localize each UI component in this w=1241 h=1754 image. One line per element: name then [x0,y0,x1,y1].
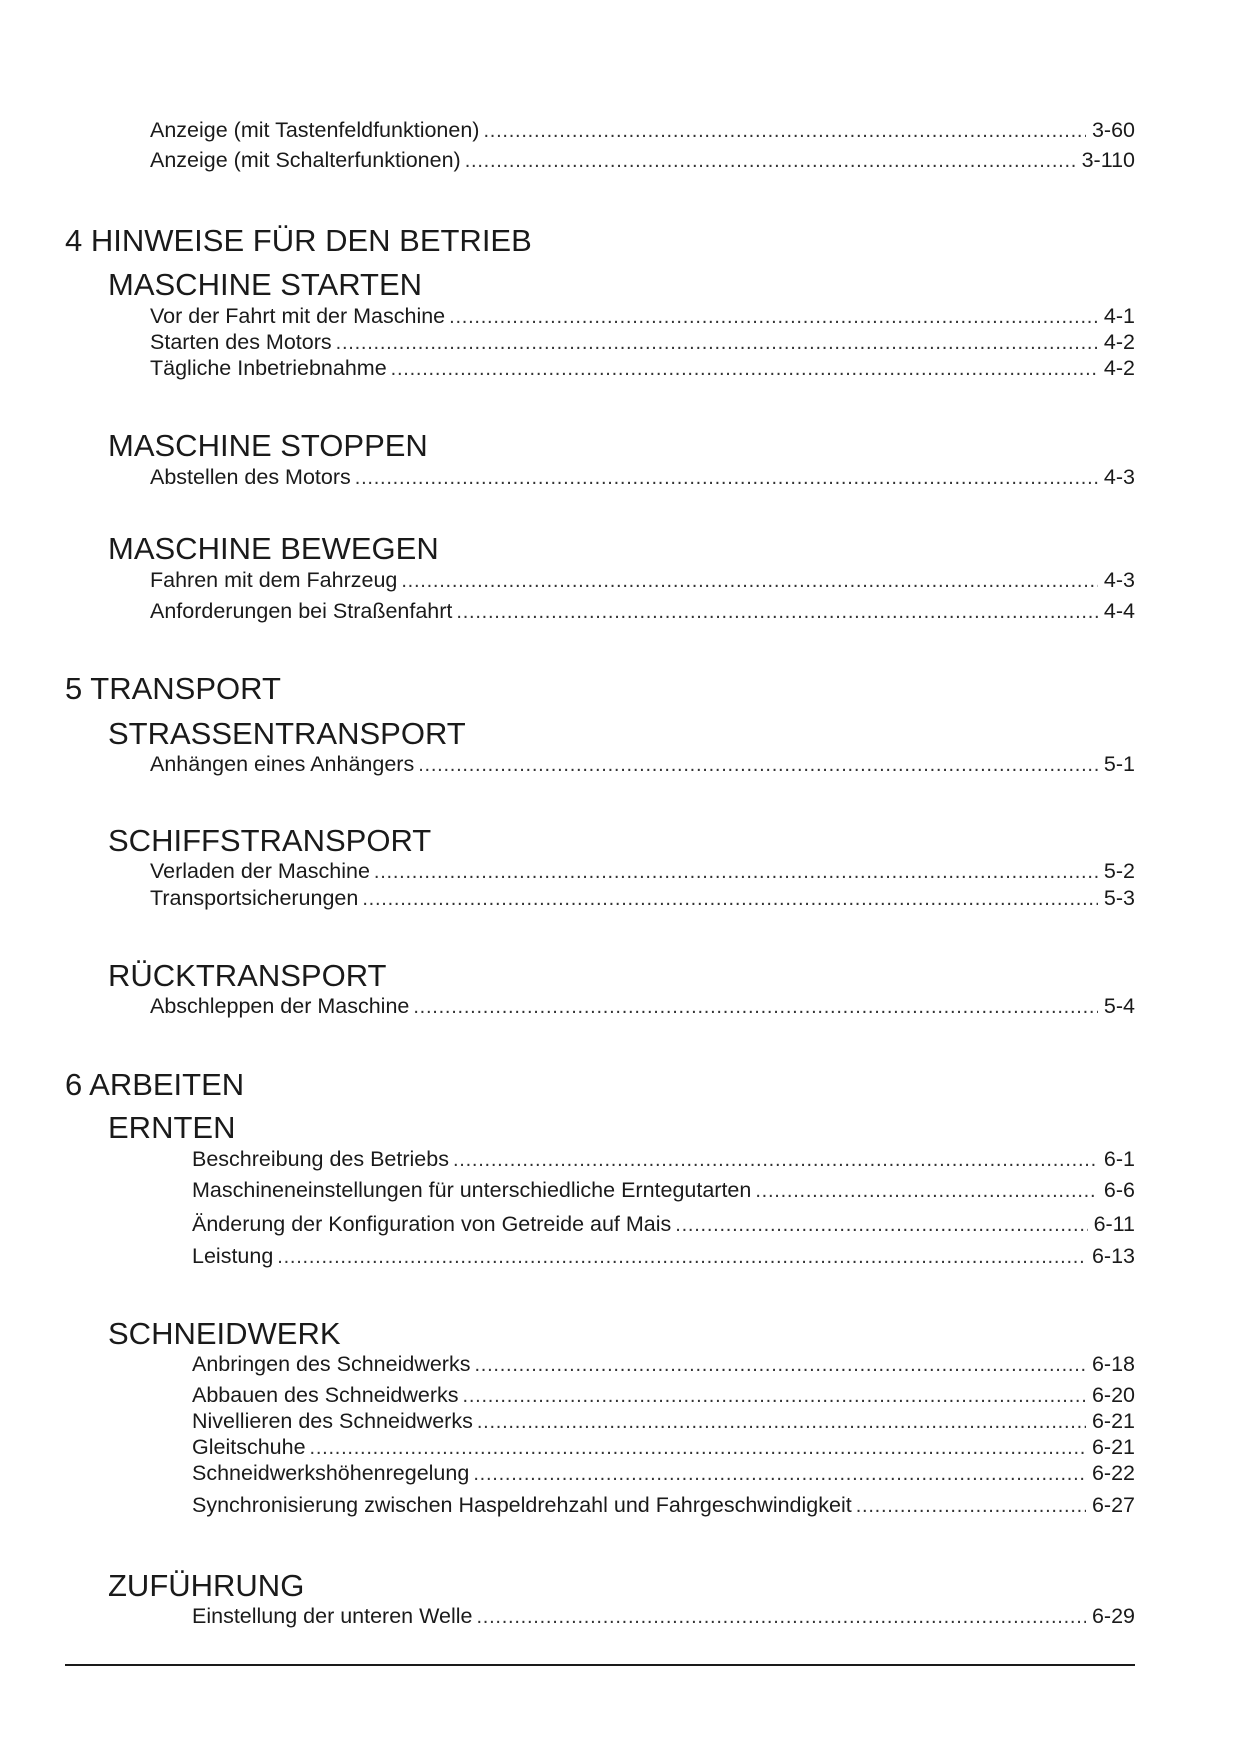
toc-entry-label: Beschreibung des Betriebs [192,1147,449,1171]
toc-entry-page: 4-3 [1103,465,1135,489]
toc-entry-page: 6-21 [1091,1409,1135,1433]
toc-entry-page: 4-2 [1103,356,1135,380]
dot-leader [453,1146,1098,1173]
dot-leader [755,1177,1098,1204]
toc-entry-label: Abstellen des Motors [150,465,351,489]
toc-entry-page: 6-27 [1091,1493,1135,1517]
toc-entry[interactable] [192,1459,1135,1487]
toc-entry[interactable] [192,1350,1135,1378]
toc-entry[interactable] [150,566,1135,594]
toc-entry-page: 5-1 [1103,752,1135,776]
section-title[interactable]: MASCHINE STOPPEN [108,428,428,463]
footer-rule [65,1664,1135,1666]
section-title[interactable]: ZUFÜHRUNG [108,1568,305,1603]
dot-leader [463,1382,1086,1409]
toc-entry[interactable] [150,750,1135,778]
section-title[interactable]: MASCHINE STARTEN [108,267,423,302]
chapter-title[interactable]: 4 HINWEISE FÜR DEN BETRIEB [65,223,532,258]
dot-leader [476,1603,1085,1630]
toc-entry-page: 6-20 [1091,1383,1135,1407]
chapter-title[interactable]: 5 TRANSPORT [65,671,281,706]
toc-entry-label: Anzeige (mit Schalterfunktionen) [150,148,461,172]
section-title[interactable]: SCHNEIDWERK [108,1316,341,1351]
toc-entry[interactable] [150,992,1135,1020]
toc-entry-page: 6-21 [1091,1435,1135,1459]
toc-entry[interactable] [150,116,1135,144]
toc-entry-page: 6-13 [1091,1244,1135,1268]
dot-leader [473,1460,1086,1487]
toc-entry[interactable] [150,146,1135,174]
dot-leader [418,751,1098,778]
toc-entry-page: 5-4 [1103,994,1135,1018]
toc-entry[interactable] [150,597,1135,625]
toc-entry[interactable] [192,1145,1135,1173]
toc-entry[interactable] [192,1491,1135,1519]
toc-entry-page: 6-6 [1103,1178,1135,1202]
toc-entry[interactable] [150,354,1135,382]
toc-entry[interactable] [150,328,1135,356]
dot-leader [355,464,1098,491]
toc-entry[interactable] [192,1381,1135,1409]
toc-entry-page: 4-3 [1103,568,1135,592]
toc-entry[interactable] [150,884,1135,912]
toc-entry-label: Fahren mit dem Fahrzeug [150,568,398,592]
toc-entry[interactable] [192,1407,1135,1435]
dot-leader [374,858,1098,885]
dot-leader [391,355,1098,382]
dot-leader [675,1211,1087,1238]
dot-leader [413,993,1098,1020]
toc-entry-label: Vor der Fahrt mit der Maschine [150,304,446,328]
toc-entry-label: Gleitschuhe [192,1435,306,1459]
toc-entry[interactable] [150,302,1135,330]
dot-leader [856,1492,1086,1519]
section-title[interactable]: RÜCKTRANSPORT [108,958,387,993]
toc-entry[interactable] [192,1602,1135,1630]
toc-entry-label: Tägliche Inbetriebnahme [150,356,387,380]
toc-entry-label: Anforderungen bei Straßenfahrt [150,599,453,623]
toc-entry-label: Starten des Motors [150,330,332,354]
toc-entry-label: Schneidwerkshöhenregelung [192,1461,470,1485]
dot-leader [362,885,1098,912]
dot-leader [277,1243,1086,1270]
toc-entry-page: 5-3 [1103,886,1135,910]
dot-leader [336,329,1098,356]
toc-entry-page: 6-29 [1091,1604,1135,1628]
dot-leader [465,147,1076,174]
toc-entry[interactable] [192,1176,1135,1204]
toc-entry-label: Synchronisierung zwischen Haspeldrehzahl und Fahrgeschwindigkeit [192,1493,852,1517]
toc-entry[interactable] [192,1242,1135,1270]
toc-entry-page: 3-110 [1081,148,1135,172]
toc-entry-label: Nivellieren des Schneidwerks [192,1409,473,1433]
toc-entry-page: 4-2 [1103,330,1135,354]
toc-entry[interactable] [192,1210,1135,1238]
toc-entry-label: Transportsicherungen [150,886,359,910]
section-title[interactable]: MASCHINE BEWEGEN [108,531,439,566]
toc-entry-label: Abbauen des Schneidwerks [192,1383,459,1407]
toc-entry[interactable] [150,857,1135,885]
toc-entry-page: 5-2 [1103,859,1135,883]
toc-entry-label: Einstellung der unteren Welle [192,1604,473,1628]
toc-entry-label: Abschleppen der Maschine [150,994,410,1018]
toc-entry-label: Änderung der Konfiguration von Getreide auf Mais [192,1212,672,1236]
toc-entry-label: Anbringen des Schneidwerks [192,1352,471,1376]
toc-entry-label: Verladen der Maschine [150,859,370,883]
section-title[interactable]: ERNTEN [108,1110,236,1145]
toc-entry[interactable] [150,463,1135,491]
toc-entry-page: 6-18 [1091,1352,1135,1376]
dot-leader [401,567,1098,594]
dot-leader [474,1351,1085,1378]
toc-entry-label: Anhängen eines Anhängers [150,752,415,776]
toc-entry-label: Leistung [192,1244,274,1268]
chapter-title[interactable]: 6 ARBEITEN [65,1067,245,1102]
dot-leader [456,598,1098,625]
toc-entry-label: Anzeige (mit Tastenfeldfunktionen) [150,118,480,142]
toc-entry-page: 6-11 [1093,1212,1135,1236]
section-title[interactable]: STRASSENTRANSPORT [108,716,466,751]
dot-leader [483,117,1085,144]
toc-entry-page: 6-1 [1103,1147,1135,1171]
toc-entry-page: 4-1 [1103,304,1135,328]
toc-entry-label: Maschineneinstellungen für unterschiedliche Erntegutarten [192,1178,752,1202]
toc-entry-page: 4-4 [1103,599,1135,623]
dot-leader [449,303,1098,330]
section-title[interactable]: SCHIFFSTRANSPORT [108,823,432,858]
dot-leader [477,1408,1086,1435]
toc-entry[interactable] [192,1433,1135,1461]
toc-entry-page: 6-22 [1091,1461,1135,1485]
toc-entry-page: 3-60 [1091,118,1135,142]
dot-leader [310,1434,1086,1461]
